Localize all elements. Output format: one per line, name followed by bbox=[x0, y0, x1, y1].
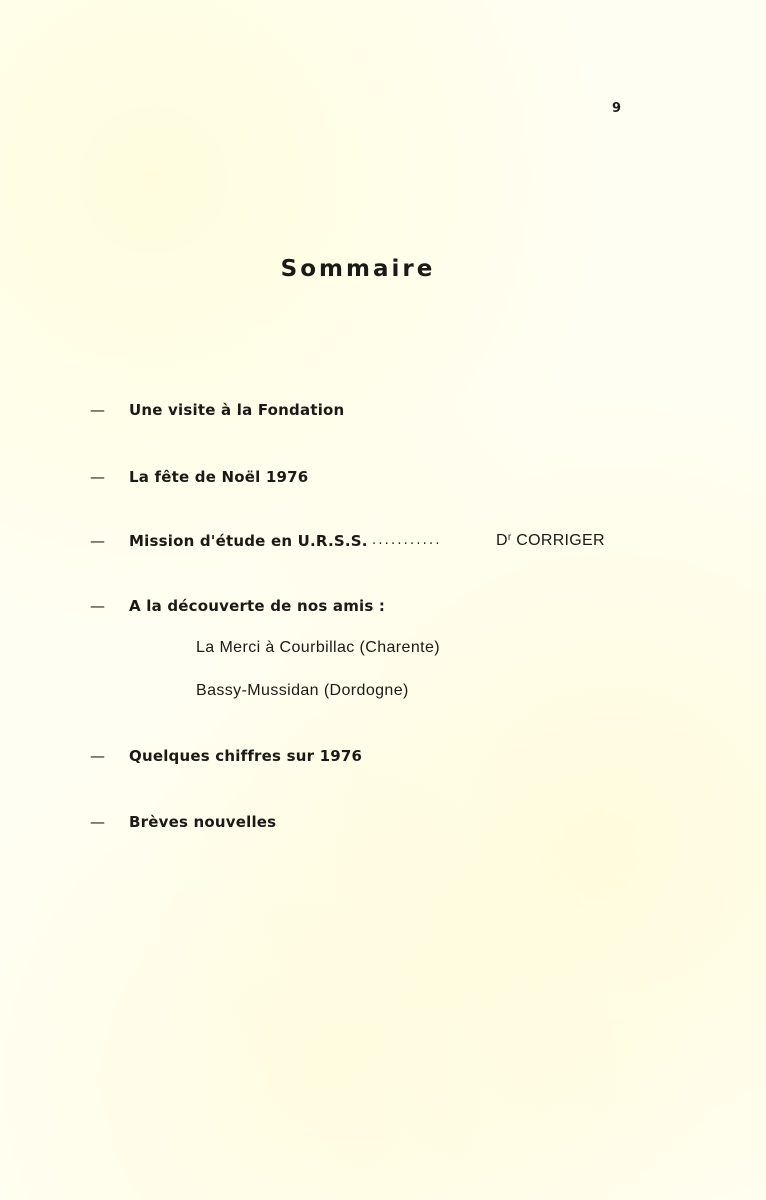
toc-subentry-courbillac: La Merci à Courbillac (Charente) bbox=[196, 639, 441, 656]
toc-entry-label: Brèves nouvelles bbox=[129, 813, 277, 831]
toc-dot-leader: ........... bbox=[372, 533, 442, 548]
toc-entry-author bbox=[496, 529, 605, 553]
toc-entry-label: Une visite à la Fondation bbox=[129, 401, 345, 419]
toc-entry-label: A la découverte de nos amis : bbox=[129, 597, 386, 615]
author-prefix: D bbox=[496, 532, 508, 549]
toc-dash: — bbox=[90, 468, 105, 486]
author-name: CORRIGER bbox=[511, 532, 605, 549]
toc-dash: — bbox=[90, 813, 105, 831]
toc-entry-label: Mission d'étude en U.R.S.S. bbox=[129, 532, 368, 550]
author-superscript: r bbox=[507, 532, 512, 543]
toc-subentry-mussidan: Bassy-Mussidan (Dordogne) bbox=[196, 682, 409, 699]
toc-dash: — bbox=[90, 747, 105, 765]
page-number: 9 bbox=[612, 101, 622, 116]
toc-dash: — bbox=[90, 532, 105, 550]
toc-dash: — bbox=[90, 597, 105, 615]
toc-entry-label: La fête de Noël 1976 bbox=[129, 468, 309, 486]
toc-entry-label: Quelques chiffres sur 1976 bbox=[129, 747, 363, 765]
page-title: Sommaire bbox=[280, 256, 436, 282]
toc-dash: — bbox=[90, 401, 105, 419]
